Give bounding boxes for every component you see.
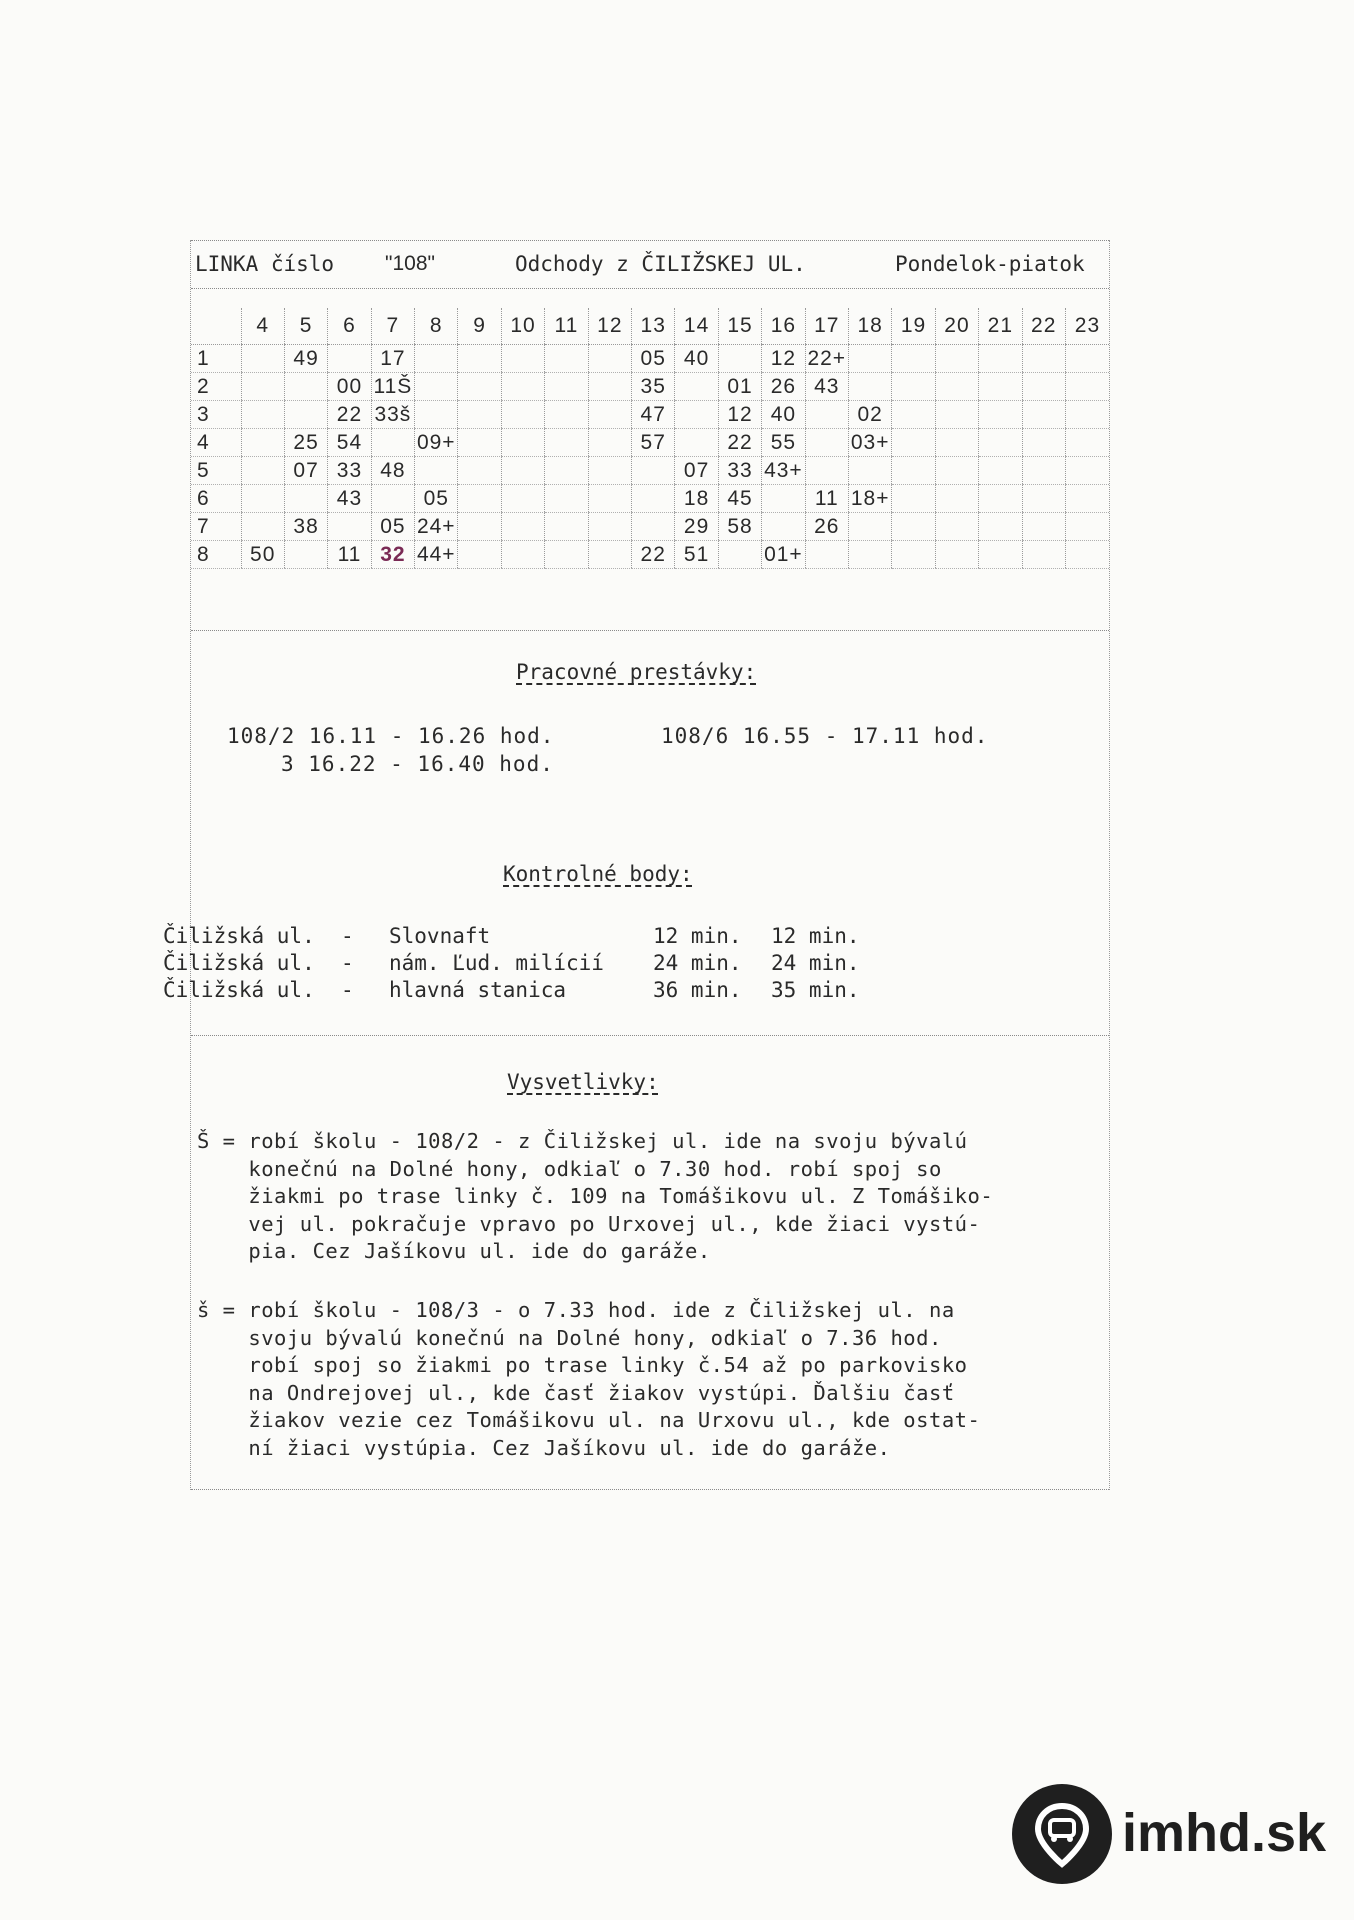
departure-minute <box>545 345 588 373</box>
hour-header: 14 <box>675 308 718 345</box>
departure-row <box>191 457 1109 485</box>
departure-minute <box>284 541 327 569</box>
checkpoint-dash: - <box>341 978 354 1002</box>
row-number: 7 <box>191 513 241 541</box>
departure-minute: 43 <box>805 373 848 401</box>
departure-minute <box>979 513 1022 541</box>
departure-minute <box>979 345 1022 373</box>
departure-minute <box>241 457 284 485</box>
departure-minute <box>241 401 284 429</box>
departure-minute <box>241 485 284 513</box>
departure-minute: 26 <box>762 373 805 401</box>
departure-minute <box>675 429 718 457</box>
departure-minute <box>848 457 891 485</box>
timetable-sheet <box>163 240 1110 1490</box>
departure-minute <box>415 345 458 373</box>
departure-minute: 43+ <box>762 457 805 485</box>
departure-minute <box>1022 373 1065 401</box>
departure-minute <box>501 541 544 569</box>
departure-minute <box>458 513 501 541</box>
departure-minute <box>718 541 761 569</box>
hour-header: 4 <box>241 308 284 345</box>
checkpoint-to: Slovnaft <box>389 924 491 948</box>
departure-minute <box>892 541 935 569</box>
checkpoint-t1: 12 min. <box>653 924 742 948</box>
departure-minute: 49 <box>284 345 327 373</box>
departure-minute <box>284 373 327 401</box>
departure-minute <box>588 429 631 457</box>
departure-minute: 48 <box>371 457 414 485</box>
departure-minute <box>892 345 935 373</box>
departure-row <box>191 345 1109 373</box>
departure-minute <box>1022 513 1065 541</box>
departure-minute <box>935 373 978 401</box>
departure-minute: 45 <box>718 485 761 513</box>
departure-minute <box>979 401 1022 429</box>
departure-minute <box>848 373 891 401</box>
departure-minute <box>545 513 588 541</box>
row-number: 6 <box>191 485 241 513</box>
departure-minute: 22 <box>632 541 675 569</box>
departure-minute: 35 <box>632 373 675 401</box>
departure-minute: 50 <box>241 541 284 569</box>
checkpoint-t1: 36 min. <box>653 978 742 1002</box>
departure-minute <box>501 429 544 457</box>
departure-minute: 17 <box>371 345 414 373</box>
departure-minute <box>979 457 1022 485</box>
hour-header: 16 <box>762 308 805 345</box>
note-paragraph: š = robí školu - 108/3 - o 7.33 hod. ide z Čiližskej ul. na svoju bývalú konečnú na Dolné hony, odkiaľ o 7.36 hod. robí spoj so žiakmi po trase linky č.54 až po parkovisko na Ondrejovej ul., kde časť žiakov vystúpi. Ďalšiu časť žiakov vezie cez Tomášikovu ul. na Urxovu ul., kde ostat- ní žiaci vystúpia. Cez Jašíkovu ul. ide do garáže. <box>197 1298 981 1460</box>
hour-header: 10 <box>501 308 544 345</box>
departure-minute <box>458 485 501 513</box>
departure-minute <box>588 345 631 373</box>
departure-minute <box>588 485 631 513</box>
checkpoint-t2: 12 min. <box>771 924 860 948</box>
departure-minute <box>458 401 501 429</box>
departure-minute <box>284 485 327 513</box>
hour-header: 9 <box>458 308 501 345</box>
departure-minute <box>1065 401 1109 429</box>
departure-minute <box>501 373 544 401</box>
departure-minute: 24+ <box>415 513 458 541</box>
departure-minute <box>588 513 631 541</box>
departure-minute <box>979 373 1022 401</box>
departure-minute: 55 <box>762 429 805 457</box>
departure-minute <box>415 373 458 401</box>
departure-minute <box>848 513 891 541</box>
departure-minute <box>935 401 978 429</box>
departure-minute <box>501 457 544 485</box>
departure-minute <box>1065 457 1109 485</box>
hour-header: 11 <box>545 308 588 345</box>
notes-title: Vysvetlivky: <box>507 1070 659 1094</box>
departure-minute <box>762 485 805 513</box>
departure-minute: 29 <box>675 513 718 541</box>
departure-minute <box>241 373 284 401</box>
departure-minute <box>328 345 371 373</box>
hour-header: 23 <box>1065 308 1109 345</box>
departure-minute: 22 <box>328 401 371 429</box>
checkpoint-to: nám. Ľud. milícií <box>389 951 604 975</box>
departure-minute <box>371 485 414 513</box>
break-item: 108/2 16.11 - 16.26 hod. <box>227 724 555 748</box>
departure-minute <box>805 429 848 457</box>
departure-minute: 32 <box>371 541 414 569</box>
departure-minute <box>415 401 458 429</box>
departure-minute <box>1065 541 1109 569</box>
hour-header: 17 <box>805 308 848 345</box>
departure-minute: 33 <box>328 457 371 485</box>
checkpoint-t1: 24 min. <box>653 951 742 975</box>
departure-minute <box>762 513 805 541</box>
line-number: "108" <box>385 252 435 275</box>
departure-minute <box>1022 345 1065 373</box>
departure-minute: 43 <box>328 485 371 513</box>
note-paragraph: Š = robí školu - 108/2 - z Čiližskej ul. ide na svoju bývalú konečnú na Dolné hony, odkiaľ o 7.30 hod. robí spoj so žiakmi po trase linky č. 109 na Tomášikovu ul. Z Tomášiko- vej ul. pokračuje vpravo po Urxovej ul., kde žiaci vystú- pia. Cez Jašíkovu ul. ide do garáže. <box>197 1129 994 1263</box>
departure-minute <box>935 429 978 457</box>
departure-minute: 12 <box>718 401 761 429</box>
departure-minute <box>805 541 848 569</box>
departure-minute <box>545 541 588 569</box>
departure-minute <box>501 485 544 513</box>
departure-row <box>191 429 1109 457</box>
checkpoint-from: Čiližská ul. <box>163 978 315 1002</box>
departure-minute <box>892 513 935 541</box>
departure-minute <box>501 401 544 429</box>
departure-minute <box>1065 373 1109 401</box>
hour-header: 15 <box>718 308 761 345</box>
departure-minute <box>458 541 501 569</box>
departure-minute: 03+ <box>848 429 891 457</box>
departure-minute <box>675 401 718 429</box>
departure-minute: 05 <box>632 345 675 373</box>
departure-minute: 18+ <box>848 485 891 513</box>
departure-minute: 05 <box>371 513 414 541</box>
corner-cell <box>191 308 241 345</box>
departure-minute: 58 <box>718 513 761 541</box>
departure-minute <box>1022 429 1065 457</box>
departure-minute: 57 <box>632 429 675 457</box>
departure-row <box>191 401 1109 429</box>
hour-header: 22 <box>1022 308 1065 345</box>
row-number: 8 <box>191 541 241 569</box>
departure-minute: 11 <box>328 541 371 569</box>
departure-minute <box>588 457 631 485</box>
departure-minute <box>545 429 588 457</box>
departure-minute <box>588 541 631 569</box>
departure-minute <box>545 485 588 513</box>
departure-minute: 40 <box>675 345 718 373</box>
departure-minute <box>979 541 1022 569</box>
departure-minute: 22+ <box>805 345 848 373</box>
departure-minute: 07 <box>675 457 718 485</box>
departure-minute <box>588 373 631 401</box>
hour-header: 6 <box>328 308 371 345</box>
imhd-logo <box>1012 1784 1327 1884</box>
checkpoint-dash: - <box>341 924 354 948</box>
departure-minute <box>935 485 978 513</box>
departure-minute <box>501 513 544 541</box>
departure-minute <box>632 513 675 541</box>
departure-minute <box>458 457 501 485</box>
departure-minute <box>241 429 284 457</box>
row-number: 3 <box>191 401 241 429</box>
departure-minute: 47 <box>632 401 675 429</box>
departure-minute <box>1065 513 1109 541</box>
break-item: 108/6 16.55 - 17.11 hod. <box>661 724 989 748</box>
hour-header: 5 <box>284 308 327 345</box>
break-item: 3 16.22 - 16.40 hod. <box>281 752 554 776</box>
departure-minute: 09+ <box>415 429 458 457</box>
departure-minute <box>632 457 675 485</box>
departure-minute <box>805 457 848 485</box>
departure-minute: 38 <box>284 513 327 541</box>
departure-minute: 33š <box>371 401 414 429</box>
departure-row <box>191 485 1109 513</box>
departure-minute: 07 <box>284 457 327 485</box>
departure-minute <box>371 429 414 457</box>
hour-header: 13 <box>632 308 675 345</box>
hour-header: 8 <box>415 308 458 345</box>
departure-minute <box>458 373 501 401</box>
checkpoint-t2: 24 min. <box>771 951 860 975</box>
checkpoint-from: Čiližská ul. <box>163 951 315 975</box>
departure-minute: 25 <box>284 429 327 457</box>
departure-minute: 11Š <box>371 373 414 401</box>
row-number: 5 <box>191 457 241 485</box>
checkpoint-dash: - <box>341 951 354 975</box>
departure-minute: 01+ <box>762 541 805 569</box>
row-number: 1 <box>191 345 241 373</box>
departure-minute: 00 <box>328 373 371 401</box>
departure-minute: 54 <box>328 429 371 457</box>
departure-minute <box>241 345 284 373</box>
departure-minute <box>892 429 935 457</box>
departure-minute <box>935 457 978 485</box>
departure-minute <box>1022 457 1065 485</box>
hour-header: 19 <box>892 308 935 345</box>
departure-minute <box>328 513 371 541</box>
departure-minute: 26 <box>805 513 848 541</box>
departure-minute <box>805 401 848 429</box>
departure-minute <box>545 401 588 429</box>
departure-minute <box>935 541 978 569</box>
departure-minute: 44+ <box>415 541 458 569</box>
departure-minute <box>979 485 1022 513</box>
checkpoint-to: hlavná stanica <box>389 978 567 1002</box>
departure-minute <box>935 345 978 373</box>
bus-pin-icon <box>1012 1784 1112 1884</box>
hour-header: 20 <box>935 308 978 345</box>
departure-minute <box>588 401 631 429</box>
departure-minute <box>1065 429 1109 457</box>
departure-minute: 51 <box>675 541 718 569</box>
hours-row <box>191 308 1109 345</box>
row-number: 4 <box>191 429 241 457</box>
departure-minute: 05 <box>415 485 458 513</box>
departure-row <box>191 373 1109 401</box>
breaks-title: Pracovné prestávky: <box>516 660 757 684</box>
days-label: Pondelok-piatok <box>895 252 1085 276</box>
departure-minute <box>1065 485 1109 513</box>
departure-minute <box>458 429 501 457</box>
departure-minute: 01 <box>718 373 761 401</box>
departure-minute <box>892 485 935 513</box>
departure-minute: 33 <box>718 457 761 485</box>
departure-row <box>191 513 1109 541</box>
departure-minute <box>675 373 718 401</box>
checkpoint-t2: 35 min. <box>771 978 860 1002</box>
departure-minute <box>1022 401 1065 429</box>
departure-minute <box>935 513 978 541</box>
departure-minute <box>848 541 891 569</box>
departure-minute: 40 <box>762 401 805 429</box>
departure-minute <box>892 401 935 429</box>
departure-minute <box>545 457 588 485</box>
departure-minute <box>458 345 501 373</box>
departure-minute <box>848 345 891 373</box>
departure-minute <box>545 373 588 401</box>
departure-minute <box>979 429 1022 457</box>
hour-header: 12 <box>588 308 631 345</box>
departure-minute <box>718 345 761 373</box>
departure-minute <box>241 513 284 541</box>
line-label: LINKA číslo <box>195 252 335 276</box>
departure-minute <box>1022 485 1065 513</box>
hour-header: 21 <box>979 308 1022 345</box>
departure-minute <box>1065 345 1109 373</box>
departures-label: Odchody z ČILIŽSKEJ UL. <box>515 252 806 276</box>
hour-header: 18 <box>848 308 891 345</box>
departure-minute <box>415 457 458 485</box>
departure-minute: 22 <box>718 429 761 457</box>
checkpoints-title: Kontrolné body: <box>503 862 693 886</box>
departure-minute <box>284 401 327 429</box>
departure-table <box>191 308 1109 569</box>
departure-minute <box>892 457 935 485</box>
departure-minute: 12 <box>762 345 805 373</box>
logo-text: imhd.sk <box>1122 1803 1327 1863</box>
row-number: 2 <box>191 373 241 401</box>
departure-minute <box>632 485 675 513</box>
departure-minute <box>501 345 544 373</box>
departure-minute <box>892 373 935 401</box>
checkpoint-from: Čiližská ul. <box>163 924 315 948</box>
departure-minute: 02 <box>848 401 891 429</box>
departure-minute: 18 <box>675 485 718 513</box>
departure-minute: 11 <box>805 485 848 513</box>
departure-minute <box>1022 541 1065 569</box>
hour-header: 7 <box>371 308 414 345</box>
departure-row <box>191 541 1109 569</box>
